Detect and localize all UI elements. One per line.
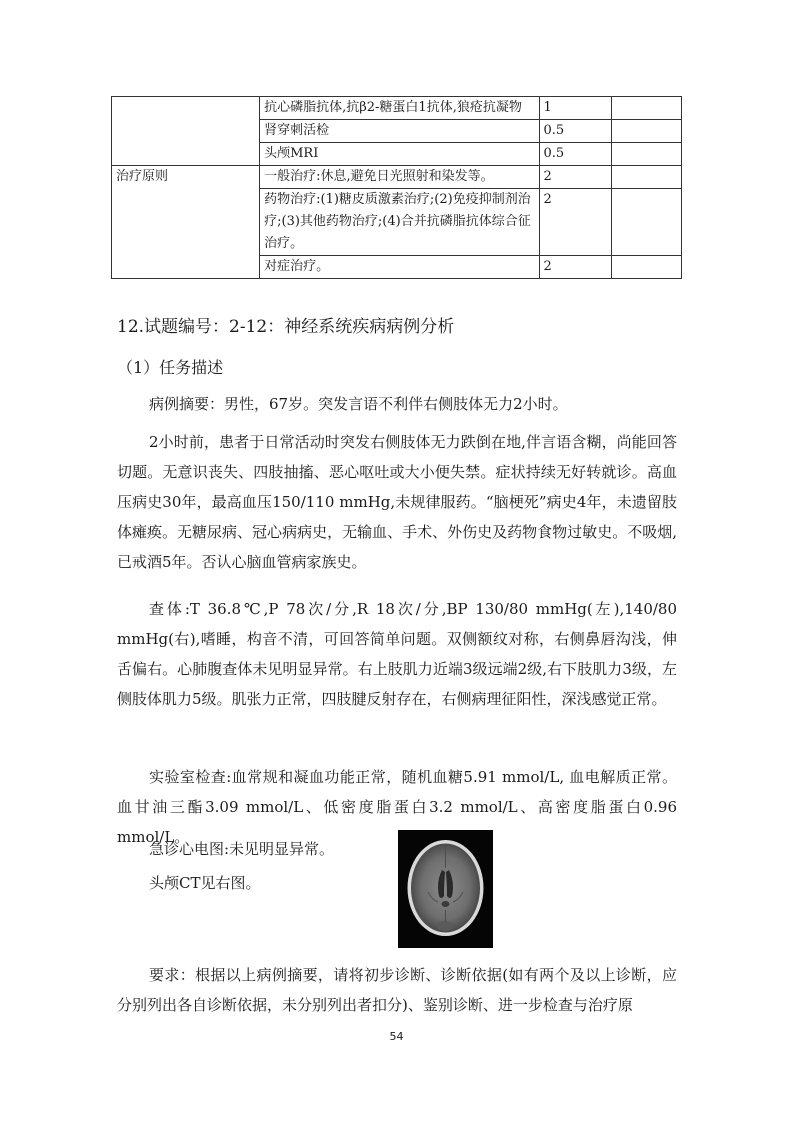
scoring-table <box>111 96 682 279</box>
table-cell-score: 2 <box>539 166 611 189</box>
head-ct-image <box>398 830 493 948</box>
table-cell-score: 1 <box>539 97 611 120</box>
table-cell-score: 0.5 <box>539 143 611 166</box>
section-heading: （1）任务描述 <box>117 358 224 377</box>
table-cell-extra <box>611 97 681 120</box>
table-cell-category: 治疗原则 <box>112 166 260 279</box>
ct-reference: 头颅CT见右图。 <box>149 874 261 892</box>
table-cell-item: 药物治疗:(1)糖皮质激素治疗;(2)免疫抑制剂治疗;(3)其他药物治疗;(4)合并抗磷脂抗体综合征治疗。 <box>260 189 539 256</box>
table-row <box>112 166 682 189</box>
table-cell-item: 抗心磷脂抗体,抗β2-糖蛋白1抗体,狼疮抗凝物 <box>260 97 539 120</box>
table-cell-item: 头颅MRI <box>260 143 539 166</box>
table-cell-item: 对症治疗。 <box>260 256 539 279</box>
table-cell-extra <box>611 143 681 166</box>
table-cell-extra <box>611 256 681 279</box>
case-summary: 病例摘要：男性，67岁。突发言语不利伴右侧肢体无力2小时。 <box>149 395 568 413</box>
lab-results: 实验室检查:血常规和凝血功能正常，随机血糖5.91 mmol/L, 血电解质正常。血甘油三酯3.09 mmol/L、低密度脂蛋白3.2 mmol/L、高密度脂蛋白0.96 mmol/L。 <box>117 768 677 846</box>
page-number: 54 <box>389 1030 404 1043</box>
table-cell-extra <box>611 166 681 189</box>
table-cell-score: 2 <box>539 256 611 279</box>
table-cell-item: 一般治疗:休息,避免日光照射和染发等。 <box>260 166 539 189</box>
table-row <box>112 97 682 120</box>
physical-exam: 查体:T 36.8℃,P 78次/分,R 18次/分,BP 130/80 mmHg(左),140/80 mmHg(右),嗜睡，构音不清，可回答简单问题。双侧额纹对称，右侧鼻唇沟浅，伸舌偏右。心肺腹查体未见明显异常。右上肢肌力近端3级远端2级,右下肢肌力3级，左侧肢体肌力5级。肌张力正常，四肢腱反射存在，右侧病理征阳性，深浅感觉正常。 <box>117 600 677 708</box>
table-cell-item: 肾穿刺活检 <box>260 120 539 143</box>
table-cell-category <box>112 97 260 166</box>
table-cell-extra <box>611 189 681 256</box>
table-cell-score: 0.5 <box>539 120 611 143</box>
ecg-result: 急诊心电图:未见明显异常。 <box>149 840 335 858</box>
table-cell-extra <box>611 120 681 143</box>
question-title: 12.试题编号：2-12：神经系统疾病病例分析 <box>117 317 455 337</box>
case-history: 2小时前，患者于日常活动时突发右侧肢体无力跌倒在地,伴言语含糊，尚能回答切题。无意识丧失、四肢抽搐、恶心呕吐或大小便失禁。症状持续无好转就诊。高血压病史30年，最高血压150/110 mmHg,未规律服药。“脑梗死”病史4年，未遗留肢体瘫痪。无糖尿病、冠心病病史，无输血、手术、外伤史及药物食物过敏史。不吸烟,已戒酒5年。否认心脑血管病家族史。 <box>117 433 677 571</box>
table-cell-score: 2 <box>539 189 611 256</box>
requirement-text: 要求：根据以上病例摘要，请将初步诊断、诊断依据(如有两个及以上诊断，应分别列出各自诊断依据，未分别列出者扣分)、鉴别诊断、进一步检查与治疗原 <box>117 966 677 1014</box>
